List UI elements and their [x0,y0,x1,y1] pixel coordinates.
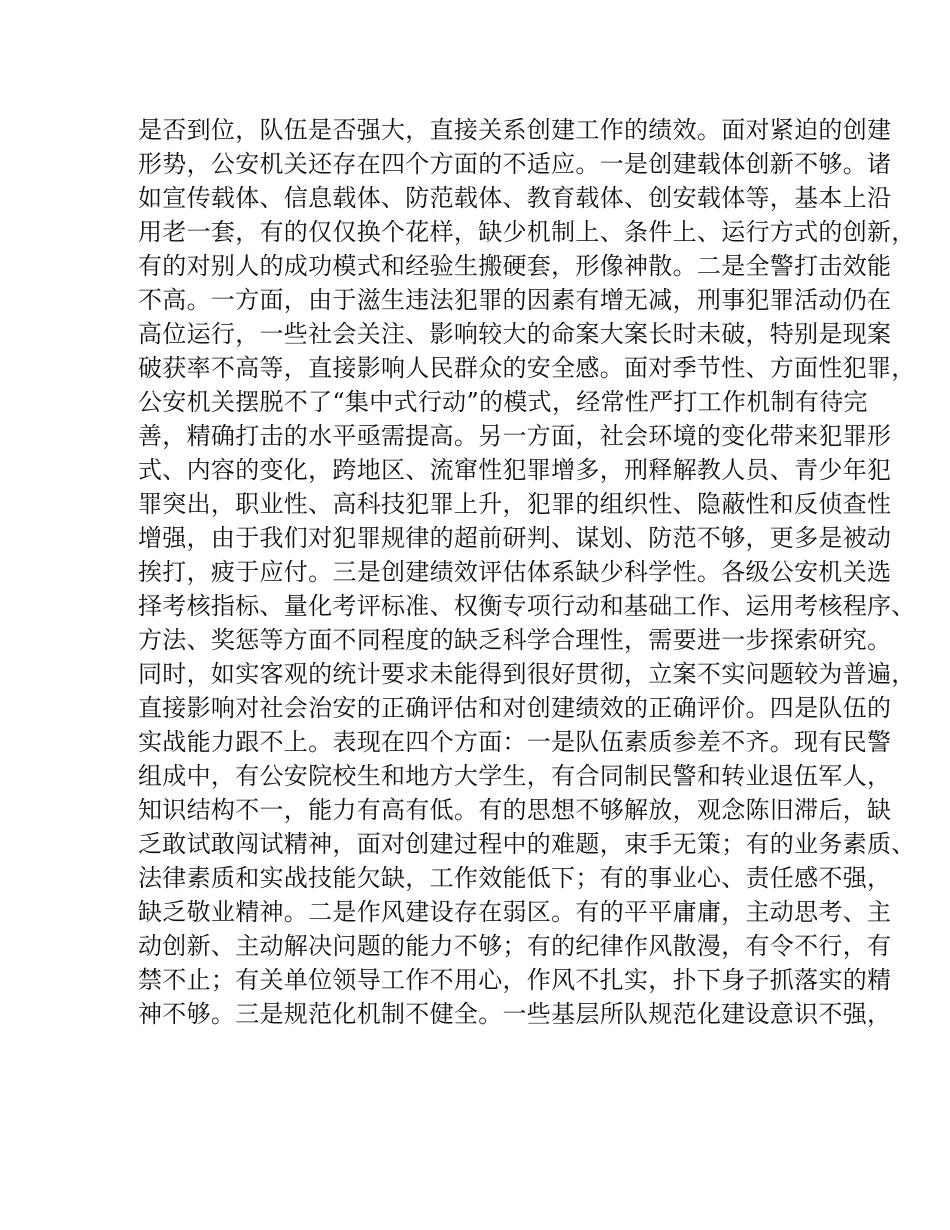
text-line: 方法、奖惩等方面不同程度的缺乏科学合理性，需要进一步探索研究。 [138,626,892,654]
text-line: 实战能力跟不上。表现在四个方面：一是队伍素质参差不齐。现有民警 [138,728,892,756]
text-line: 罪突出，职业性、高科技犯罪上升，犯罪的组织性、隐蔽性和反侦查性 [138,490,892,518]
text-line: 式、内容的变化，跨地区、流窜性犯罪增多，刑释解教人员、青少年犯 [138,456,892,484]
text-line: 形势，公安机关还存在四个方面的不适应。一是创建载体创新不够。诸 [138,150,892,178]
text-line: 增强，由于我们对犯罪规律的超前研判、谋划、防范不够，更多是被动 [138,524,892,552]
text-line: 法律素质和实战技能欠缺，工作效能低下；有的事业心、责任感不强， [138,864,892,892]
text-line: 公安机关摆脱不了“集中式行动”的模式，经常性严打工作机制有待完 [138,388,868,416]
text-line: 择考核指标、量化考评标准、权衡专项行动和基础工作、运用考核程序、 [138,592,916,620]
text-line: 组成中，有公安院校生和地方大学生，有合同制民警和转业退伍军人， [138,762,892,790]
text-line: 动创新、主动解决问题的能力不够；有的纪律作风散漫，有令不行，有 [138,932,892,960]
text-line: 善，精确打击的水平亟需提高。另一方面，社会环境的变化带来犯罪形 [138,422,892,450]
text-line: 破获率不高等，直接影响人民群众的安全感。面对季节性、方面性犯罪， [138,354,916,382]
body-text [138,113,916,1031]
text-line: 用老一套，有的仅仅换个花样，缺少机制上、条件上、运行方式的创新， [138,218,916,246]
text-line: 直接影响对社会治安的正确评估和对创建绩效的正确评价。四是队伍的 [138,694,892,722]
text-line: 同时，如实客观的统计要求未能得到很好贯彻，立案不实问题较为普遍， [138,660,916,688]
text-line: 是否到位，队伍是否强大，直接关系创建工作的绩效。面对紧迫的创建 [138,116,892,144]
text-line: 知识结构不一，能力有高有低。有的思想不够解放，观念陈旧滞后，缺 [138,796,892,824]
text-line: 挨打，疲于应付。三是创建绩效评估体系缺少科学性。各级公安机关选 [138,558,892,586]
text-line: 如宣传载体、信息载体、防范载体、教育载体、创安载体等，基本上沿 [138,184,892,212]
text-line: 乏敢试敢闯试精神，面对创建过程中的难题，束手无策；有的业务素质、 [138,830,916,858]
text-line: 有的对别人的成功模式和经验生搬硬套，形像神散。二是全警打击效能 [138,252,892,280]
text-line: 不高。一方面，由于滋生违法犯罪的因素有增无减，刑事犯罪活动仍在 [138,286,892,314]
text-line: 高位运行，一些社会关注、影响较大的命案大案长时未破，特别是现案 [138,320,892,348]
text-line: 缺乏敬业精神。二是作风建设存在弱区。有的平平庸庸，主动思考、主 [138,898,892,926]
text-line: 禁不止；有关单位领导工作不用心，作风不扎实，扑下身子抓落实的精 [138,966,892,994]
text-line: 神不够。三是规范化机制不健全。一些基层所队规范化建设意识不强， [138,1000,892,1028]
